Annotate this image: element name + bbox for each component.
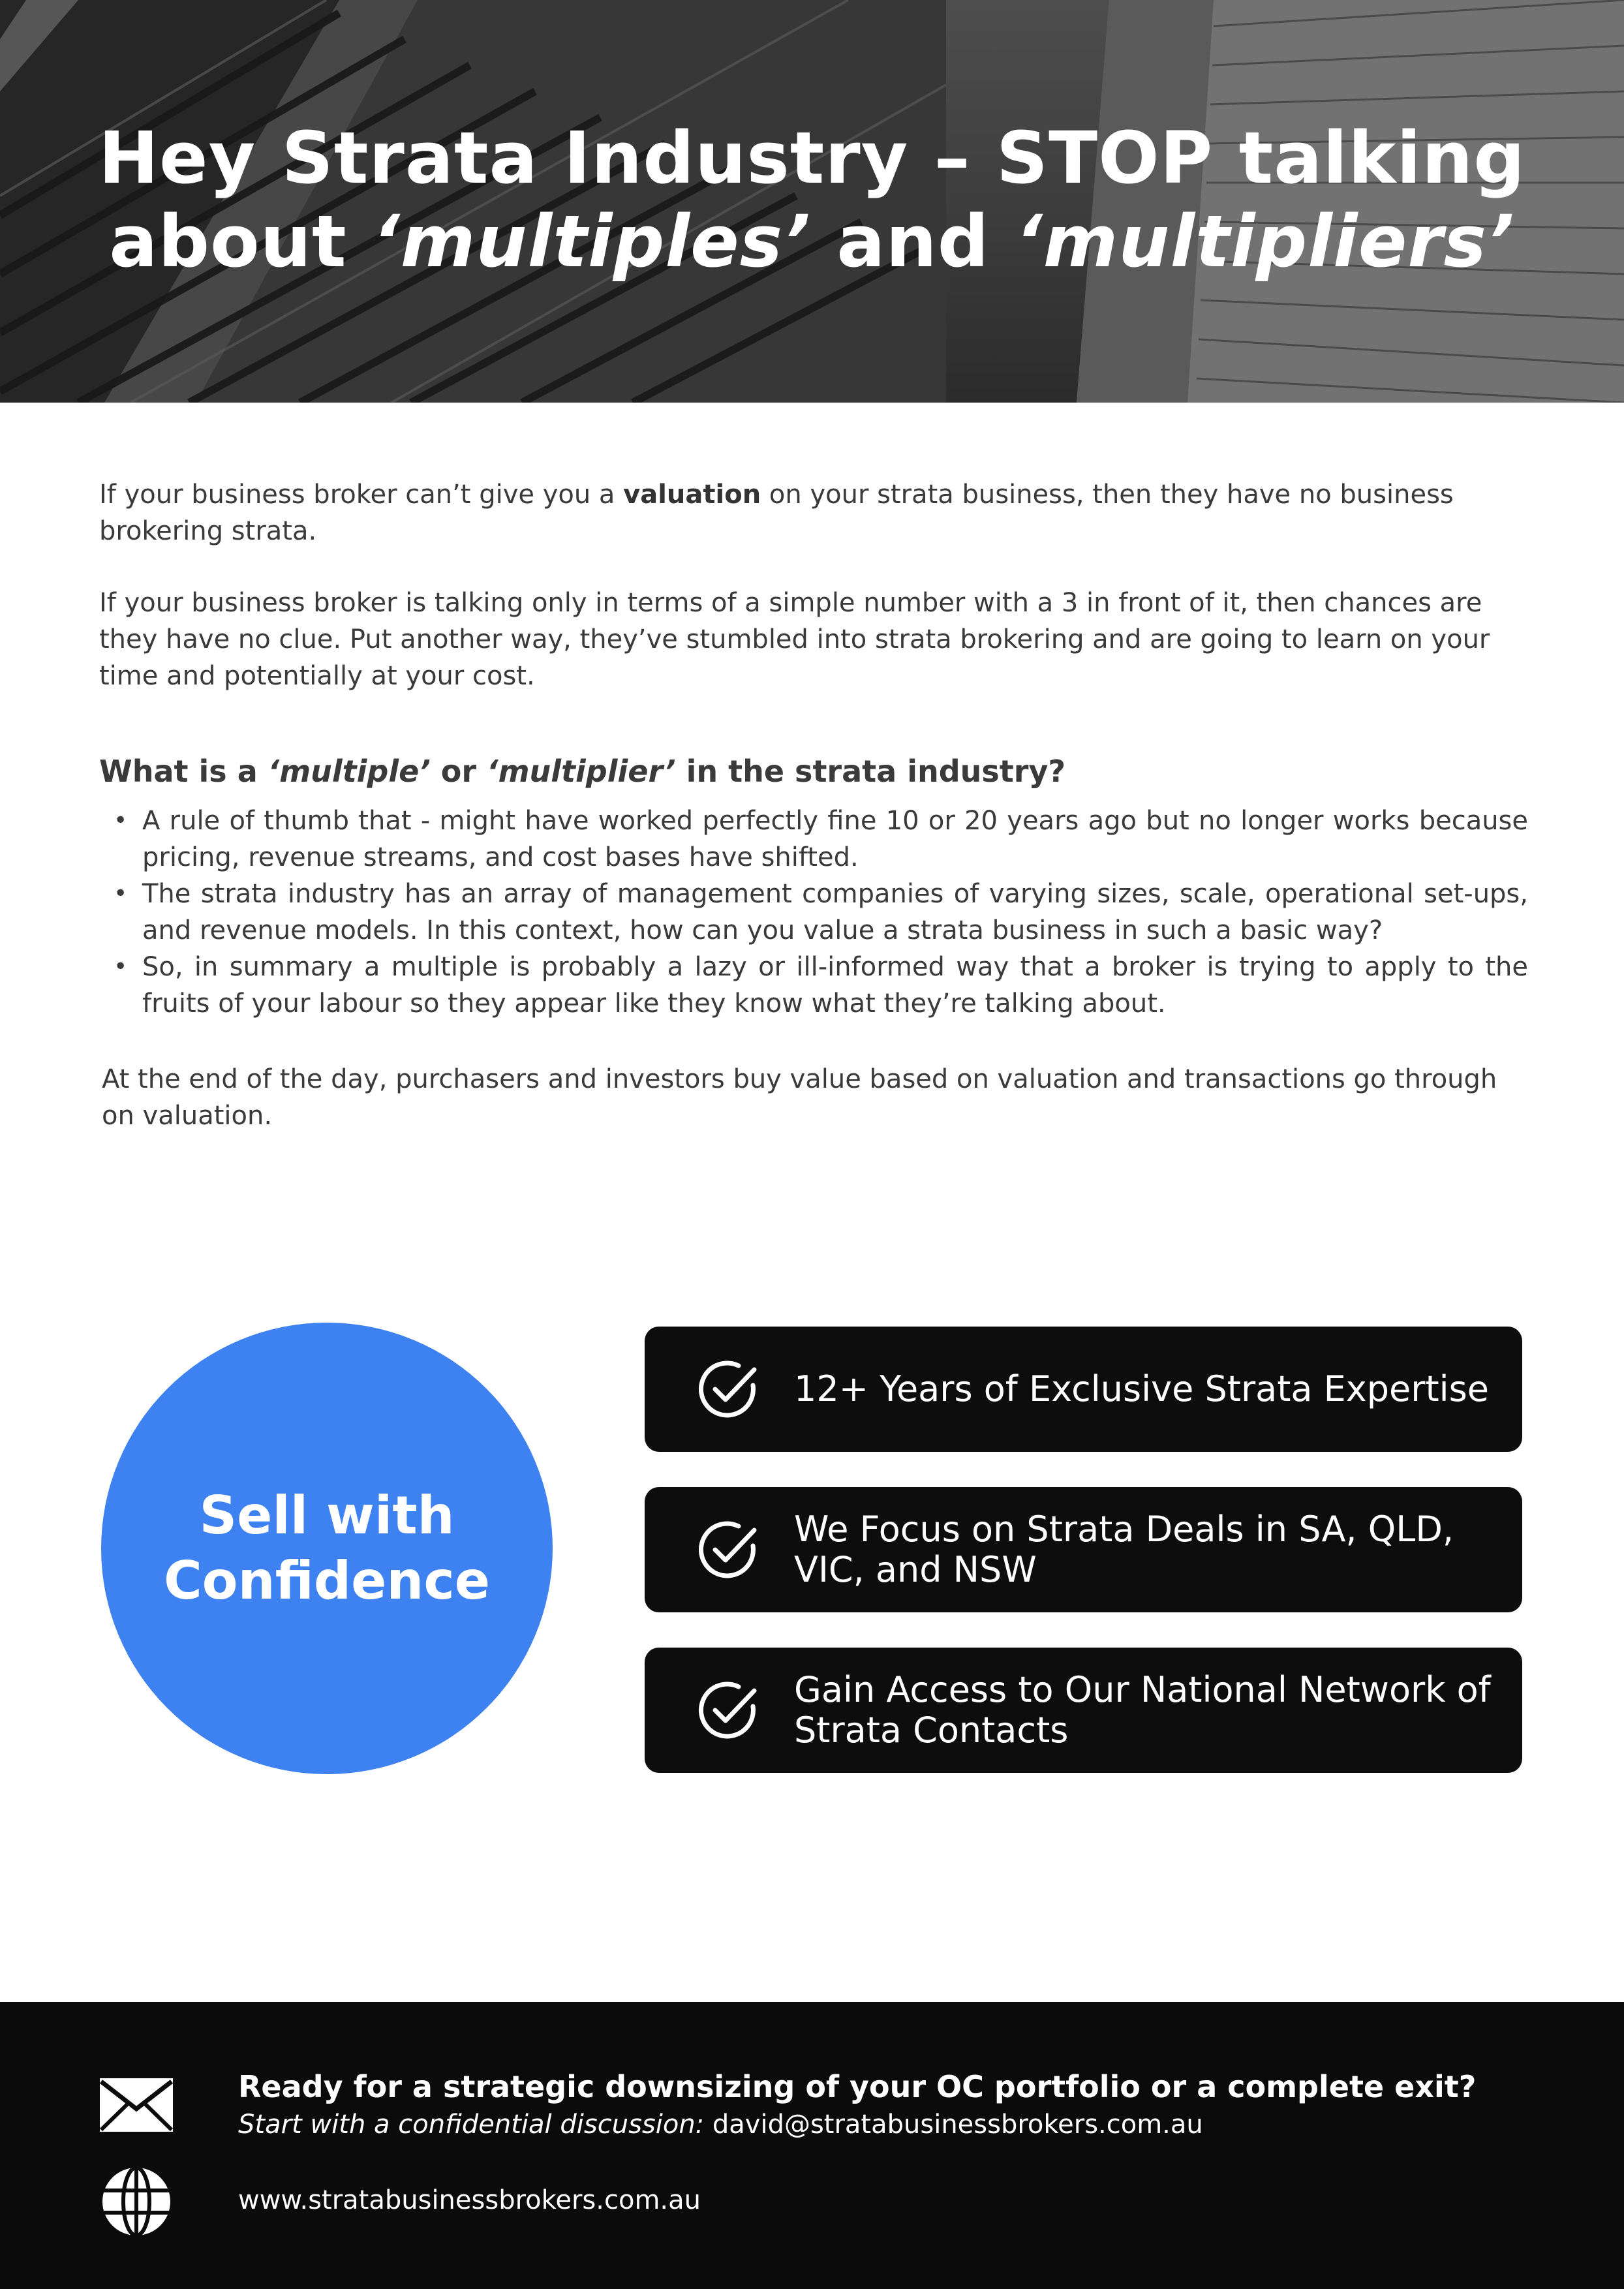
list-item	[99, 949, 1528, 1022]
email-link[interactable]: david@stratabusinessbrokers.com.au	[712, 2110, 1203, 2140]
title-line-1: Hey Strata Industry – STOP talking	[98, 116, 1526, 200]
bullet-list	[99, 803, 1528, 1022]
list-item	[99, 876, 1528, 949]
footer-contact-line	[238, 2108, 1203, 2142]
conclusion-paragraph: At the end of the day, purchasers and investors buy value based on valuation and transactions go through on valuation.	[102, 1064, 1497, 1131]
title-text: about	[109, 200, 373, 283]
website-link[interactable]: www.stratabusinessbrokers.com.au	[238, 2185, 701, 2215]
intro-paragraph-2: If your business broker is talking only in terms of a simple number with a 3 in front of it, then chances are they have no clue. Put another way, they’ve stumbled into strata brokering and are going to learn on your time and potentially at your cost.	[99, 588, 1490, 691]
feature-card-network	[645, 1648, 1522, 1773]
title-text: and	[810, 200, 1015, 283]
list-item	[99, 803, 1528, 876]
heading-emphasis-multiple: ‘multiple’	[268, 754, 431, 789]
section-heading	[99, 750, 1528, 792]
list-item-text: So, in summary a multiple is probably a lazy or ill-informed way that a broker is trying to apply to the fruits of your labour so they appear like they know what they’re talking about.	[142, 952, 1528, 1019]
list-item-text: The strata industry has an array of management companies of varying sizes, scale, operational set-ups, and revenue models. In this context, how can you value a strata business in such a basic way?	[142, 879, 1528, 945]
contact-footer	[0, 2002, 1624, 2289]
feature-text: We Focus on Strata Deals in SA, QLD, VIC, and NSW	[794, 1509, 1454, 1590]
feature-text: Gain Access to Our National Network of Strata Contacts	[794, 1669, 1491, 1751]
sell-with-confidence-badge	[101, 1323, 553, 1774]
title-emphasis-multiples: ‘multiples’	[372, 200, 811, 283]
valuation-emphasis: valuation	[623, 480, 761, 510]
title-line-2	[0, 200, 1624, 283]
globe-icon	[100, 2166, 172, 2237]
bullet-icon: •	[114, 953, 128, 980]
envelope-icon	[98, 2076, 175, 2134]
check-circle-icon	[696, 1678, 761, 1743]
intro-paragraph-1	[99, 476, 1528, 549]
footer-headline: Ready for a strategic downsizing of your OC portfolio or a complete exit?	[238, 2069, 1477, 2104]
feature-text: 12+ Years of Exclusive Strata Expertise	[794, 1368, 1489, 1409]
page-title	[0, 116, 1624, 283]
heading-text: What is a	[99, 754, 268, 789]
feature-card-expertise	[645, 1327, 1522, 1452]
title-emphasis-multipliers: ‘multipliers’	[1015, 200, 1515, 283]
paragraph-text: on your strata business, then they have no business brokering strata.	[99, 480, 1454, 546]
contact-prompt: Start with a confidential discussion:	[238, 2110, 712, 2140]
list-item-text: A rule of thumb that - might have worked perfectly fine 10 or 20 years ago but no longer works because pricing, revenue streams, and cost bases have shifted.	[142, 806, 1528, 872]
hero-banner	[0, 0, 1624, 403]
bullet-icon: •	[114, 807, 128, 834]
article-body	[99, 476, 1528, 1134]
bullet-icon: •	[114, 880, 128, 907]
heading-text: in the strata industry?	[675, 754, 1066, 789]
check-circle-icon	[696, 1357, 761, 1422]
feature-card-regions	[645, 1487, 1522, 1612]
heading-text: or	[430, 754, 487, 789]
heading-emphasis-multiplier: ‘multiplier’	[487, 754, 676, 789]
paragraph-text: If your business broker can’t give you a	[99, 480, 624, 510]
check-circle-icon	[696, 1517, 761, 1582]
badge-label: Sell with Confidence	[163, 1485, 491, 1611]
